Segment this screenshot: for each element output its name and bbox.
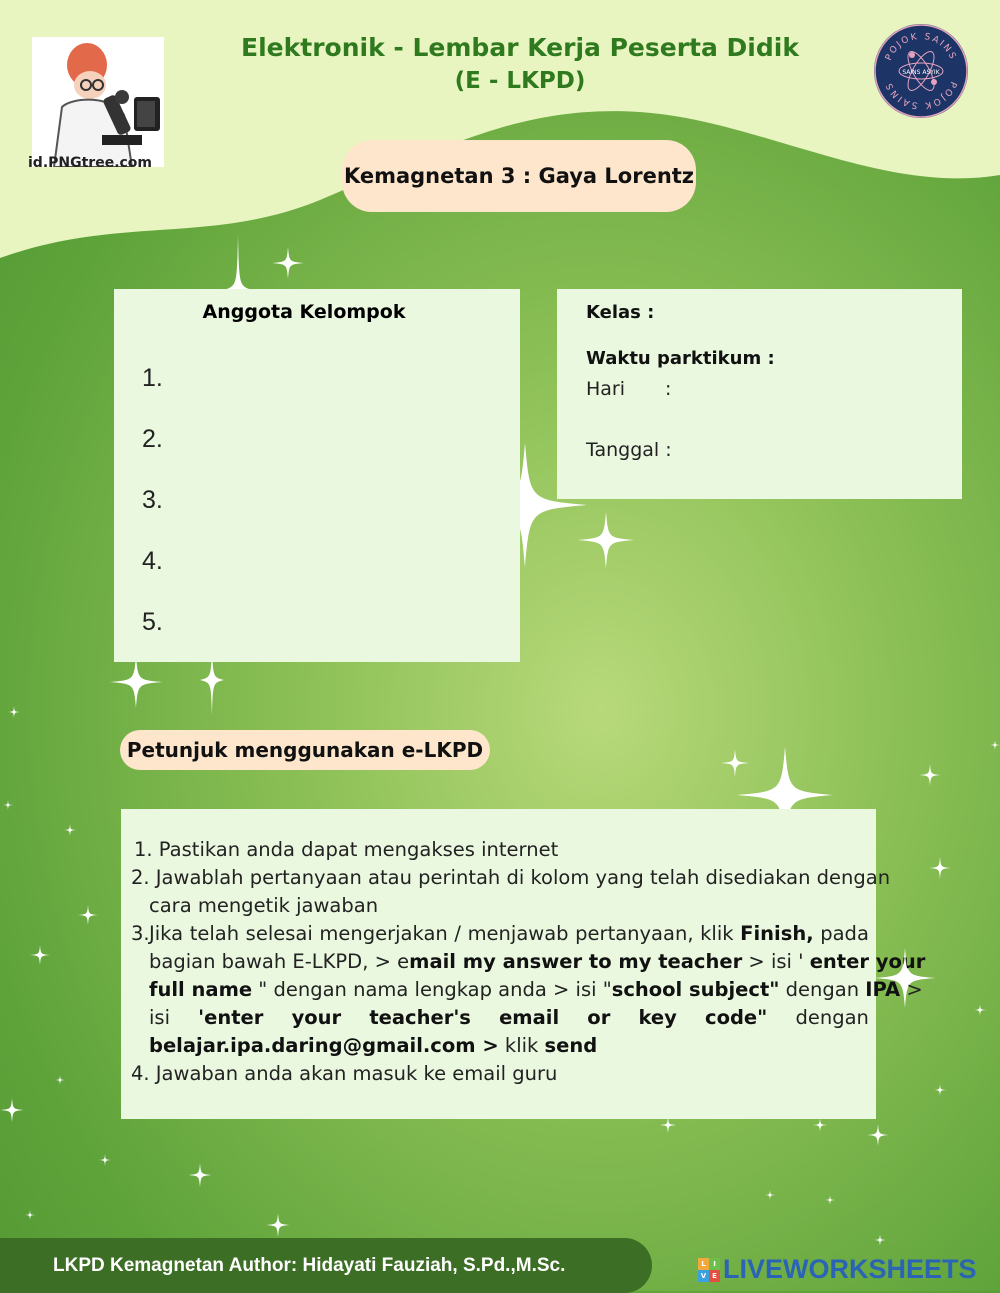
member-number-1: 1. (142, 364, 163, 392)
member-number-2: 2. (142, 425, 163, 453)
tanggal-label: Tanggal : (586, 439, 672, 461)
footer-author-text: LKPD Kemagnetan Author: Hidayati Fauziah, S.Pd.,M.Sc. (53, 1254, 566, 1276)
member-number-4: 4. (142, 547, 163, 575)
instruction-4: 4. Jawaban anda akan masuk ke email guru (131, 1062, 558, 1085)
logo-text-bottom: POJOK SAINS (884, 79, 958, 111)
liveworksheets-icon: L I V E (698, 1258, 720, 1282)
page-subtitle: (E - LKPD) (454, 68, 586, 94)
topic-badge: Kemagnetan 3 : Gaya Lorentz (342, 140, 696, 212)
instruction-3-line3: full name " dengan nama lengkap anda > isi "school subject" dengan IPA > (149, 978, 923, 1001)
hari-label: Hari (586, 378, 626, 400)
instruction-1: 1. Pastikan anda dapat mengakses internet (134, 838, 559, 861)
guide-title-badge: Petunjuk menggunakan e-LKPD (120, 730, 490, 770)
group-members-title: Anggota Kelompok (202, 301, 406, 323)
logo-text-top: POJOK SAINS (884, 31, 958, 63)
kelas-label: Kelas : (586, 302, 655, 323)
hari-colon: : (665, 378, 672, 400)
liveworksheets-wordmark: LIVEWORKSHEETS (723, 1254, 977, 1284)
image-watermark: id.PNGtree.com (28, 155, 153, 171)
instruction-3-line1: Jika telah selesai mengerjakan / menjawab pertanyaan, klik Finish, pada (149, 922, 869, 945)
logo-text-center: SAINS ASYIK (902, 69, 940, 76)
instruction-3-line2: bagian bawah E-LKPD, > email my answer to my teacher > isi ' enter your (149, 950, 926, 973)
member-number-3: 3. (142, 486, 163, 514)
page-title: Elektronik - Lembar Kerja Peserta Didik (241, 33, 799, 62)
instruction-2-line1: 2. Jawablah pertanyaan atau perintah di kolom yang telah disediakan dengan (131, 866, 891, 889)
member-number-5: 5. (142, 608, 163, 636)
instruction-3-number: 3. (131, 922, 150, 945)
instruction-3-line5: belajar.ipa.daring@gmail.com > klik send (149, 1034, 598, 1057)
instruction-2-line2: cara mengetik jawaban (149, 894, 379, 917)
instruction-3-line4: isi 'enter your teacher's email or key code" dengan (149, 1006, 869, 1029)
waktu-praktikum-label: Waktu parktikum : (586, 348, 775, 369)
